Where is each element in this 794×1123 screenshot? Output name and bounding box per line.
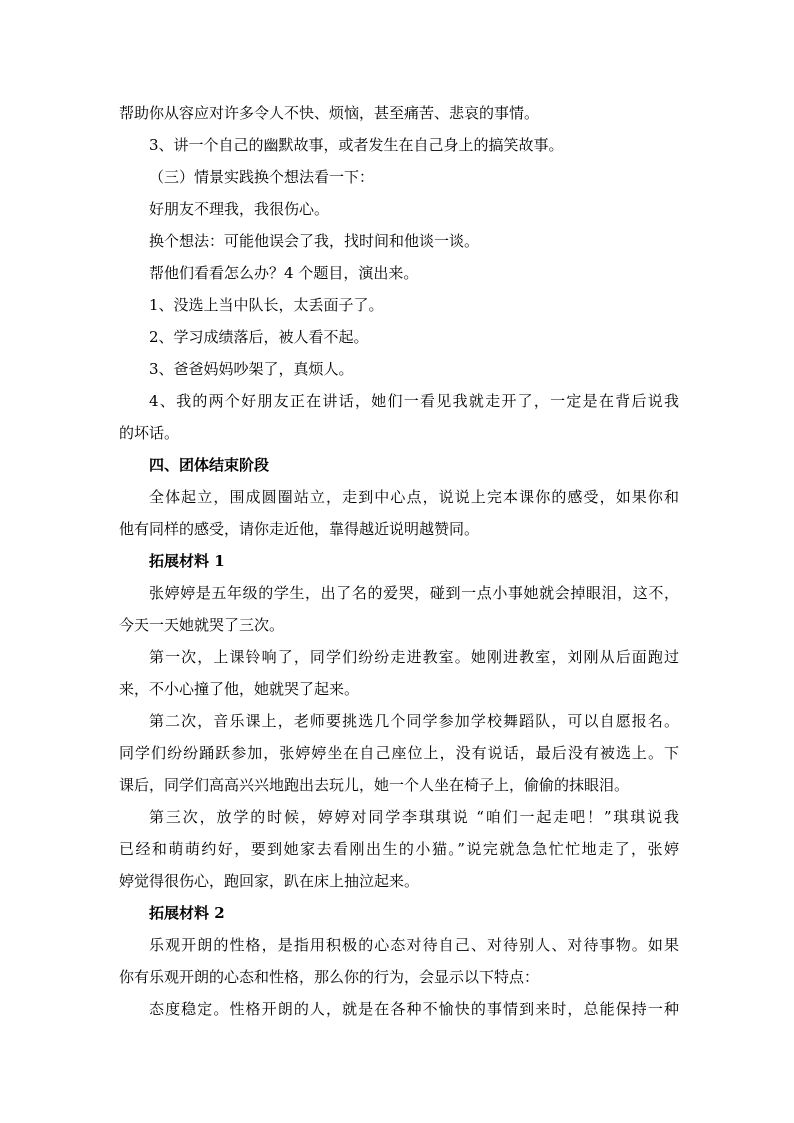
- text-line: 他有同样的感受，请你走近他，靠得越近说明越赞同。: [119, 520, 480, 538]
- text-line: 3、爸爸妈妈吵架了，真烦人。: [149, 360, 354, 378]
- text-line: 今天一天她就哭了三次。: [119, 616, 285, 634]
- section-heading: 拓展材料 1: [149, 552, 225, 570]
- document-page: [119, 97, 679, 1025]
- text-line: 态度稳定。性格开朗的人，就是在各种不愉快的事情到来时，总能保持一种: [149, 1000, 679, 1018]
- text-line: 张婷婷是五年级的学生，出了名的爱哭，碰到一点小事她就会掉眼泪，这不，: [149, 584, 679, 602]
- text-line: （三）情景实践换个想法看一下：: [149, 168, 375, 186]
- text-line: 全体起立，围成圆圈站立，走到中心点，说说上完本课你的感受，如果你和: [149, 488, 679, 506]
- text-line: 课后，同学们高高兴兴地跑出去玩儿，她一个人坐在椅子上，偷偷的抹眼泪。: [119, 776, 630, 794]
- text-line: 已经和萌萌约好，要到她家去看刚出生的小猫。”说完就急急忙忙地走了，张婷: [119, 840, 679, 858]
- text-line: 换个想法：可能他误会了我，找时间和他谈一谈。: [149, 232, 480, 250]
- text-line: 婷觉得很伤心，跑回家，趴在床上抽泣起来。: [119, 872, 420, 890]
- text-line: 3、讲一个自己的幽默故事，或者发生在自己身上的搞笑故事。: [149, 136, 564, 154]
- text-line: 帮他们看看怎么办？4 个题目，演出来。: [149, 264, 419, 282]
- text-line: 乐观开朗的性格，是指用积极的心态对待自己、对待别人、对待事物。如果: [149, 936, 679, 954]
- text-line: 第二次，音乐课上，老师要挑选几个同学参加学校舞蹈队，可以自愿报名。: [149, 712, 679, 730]
- text-line: 1、没选上当中队长，太丢面子了。: [149, 296, 384, 314]
- text-line: 第三次，放学的时候，婷婷对同学李琪琪说 “咱们一起走吧！”琪琪说我: [149, 808, 679, 826]
- text-line: 4、我的两个好朋友正在讲话，她们一看见我就走开了，一定是在背后说我: [149, 392, 679, 410]
- text-line: 同学们纷纷踊跃参加，张婷婷坐在自己座位上，没有说话，最后没有被选上。下: [119, 744, 679, 762]
- text-line: 帮助你从容应对许多令人不快、烦恼，甚至痛苦、悲哀的事情。: [119, 104, 540, 122]
- text-line: 好朋友不理我，我很伤心。: [149, 200, 330, 218]
- text-line: 2、学习成绩落后，被人看不起。: [149, 328, 369, 346]
- text-line: 的坏话。: [119, 424, 180, 442]
- section-heading: 拓展材料 2: [149, 904, 225, 922]
- text-line: 来，不小心撞了他，她就哭了起来。: [119, 680, 360, 698]
- section-heading: 四、团体结束阶段: [149, 456, 270, 474]
- text-line: 第一次，上课铃响了，同学们纷纷走进教室。她刚进教室，刘刚从后面跑过: [149, 648, 679, 666]
- text-line: 你有乐观开朗的心态和性格，那么你的行为，会显示以下特点：: [119, 968, 540, 986]
